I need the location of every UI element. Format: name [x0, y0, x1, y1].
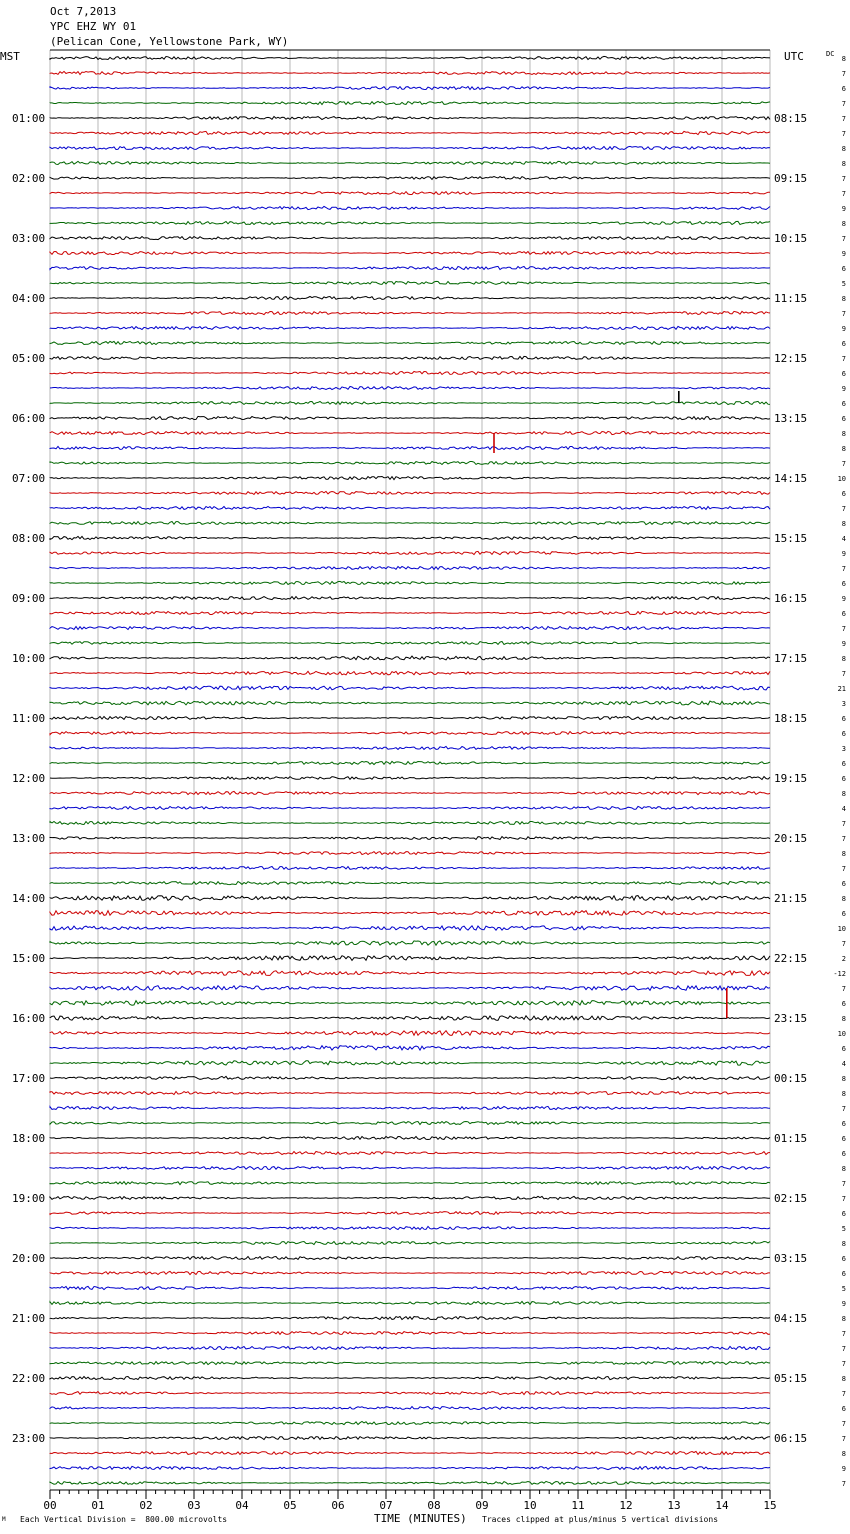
utc-hour-label-10: 17:15: [774, 652, 808, 665]
trace-row-57: [50, 911, 770, 916]
dc-offset-row-39: 9: [841, 640, 846, 648]
dc-offset-row-9: 7: [841, 190, 846, 198]
x-tick-label-09: 09: [475, 1499, 489, 1512]
mst-hour-label-14: 14:00: [12, 892, 46, 905]
trace-row-19: [50, 341, 770, 344]
trace-row-69: [50, 1092, 770, 1095]
utc-hour-label-22: 05:15: [774, 1372, 808, 1385]
trace-row-32: [50, 536, 770, 539]
utc-hour-label-13: 20:15: [774, 832, 808, 845]
trace-row-88: [50, 1377, 770, 1380]
dc-offset-row-81: 6: [841, 1270, 846, 1278]
trace-row-89: [50, 1392, 770, 1395]
utc-hour-label-1: 08:15: [774, 112, 808, 125]
dc-offset-row-94: 9: [841, 1465, 846, 1473]
trace-row-81: [50, 1271, 770, 1274]
time-axis: [43, 1490, 776, 1512]
trace-row-78: [50, 1226, 770, 1229]
dc-offset-row-89: 7: [841, 1390, 846, 1398]
trace-row-8: [50, 177, 770, 180]
dc-offset-row-12: 7: [841, 235, 846, 243]
utc-hour-label-12: 19:15: [774, 772, 808, 785]
dc-offset-row-4: 7: [841, 115, 846, 123]
mst-hour-label-10: 10:00: [12, 652, 46, 665]
dc-offset-row-55: 6: [841, 880, 846, 888]
trace-row-71: [50, 1122, 770, 1125]
dc-offset-row-17: 7: [841, 310, 846, 318]
trace-row-31: [50, 522, 770, 525]
dc-offset-row-69: 8: [841, 1090, 846, 1098]
x-tick-label-07: 07: [379, 1499, 393, 1512]
seismic-traces: [50, 56, 770, 1484]
utc-hour-label-5: 12:15: [774, 352, 808, 365]
dc-offset-row-2: 6: [841, 85, 846, 93]
dc-offset-row-63: 6: [841, 1000, 846, 1008]
clip-note: Traces clipped at plus/minus 5 vertical divisions: [482, 1515, 719, 1524]
trace-row-26: [50, 446, 770, 449]
trace-row-54: [50, 867, 770, 870]
trace-row-84: [50, 1317, 770, 1320]
trace-row-12: [50, 237, 770, 240]
trace-row-51: [50, 822, 770, 825]
trace-row-42: [50, 686, 770, 690]
x-tick-label-05: 05: [283, 1499, 297, 1512]
dc-offset-row-82: 5: [841, 1285, 846, 1293]
mst-hour-label-20: 20:00: [12, 1252, 46, 1265]
dc-offset-row-38: 7: [841, 625, 846, 633]
utc-hour-label-21: 04:15: [774, 1312, 808, 1325]
dc-offset-row-28: 10: [837, 475, 846, 483]
x-tick-label-03: 03: [187, 1499, 201, 1512]
dc-offset-row-77: 6: [841, 1210, 846, 1218]
mst-hour-label-18: 18:00: [12, 1132, 46, 1145]
dc-offset-row-78: 5: [841, 1225, 846, 1233]
trace-row-68: [50, 1076, 770, 1079]
mst-hour-label-7: 07:00: [12, 472, 46, 485]
scale-note: Each Vertical Division = 800.00 microvolts: [20, 1515, 228, 1524]
dc-offset-row-33: 9: [841, 550, 846, 558]
dc-offset-row-27: 7: [841, 460, 846, 468]
dc-offset-row-0: 8: [841, 55, 846, 63]
trace-row-64: [50, 1016, 770, 1021]
trace-row-25: [50, 431, 770, 434]
trace-row-4: [50, 117, 770, 120]
dc-offset-labels: [833, 55, 846, 1488]
trace-row-67: [50, 1061, 770, 1065]
dc-offset-row-3: 7: [841, 100, 846, 108]
mst-hour-label-9: 09:00: [12, 592, 46, 605]
utc-hour-label-11: 18:15: [774, 712, 808, 725]
utc-hour-label-17: 00:15: [774, 1072, 808, 1085]
dc-offset-row-70: 7: [841, 1105, 846, 1113]
dc-offset-row-58: 10: [837, 925, 846, 933]
dc-offset-row-71: 6: [841, 1120, 846, 1128]
dc-offset-row-11: 8: [841, 220, 846, 228]
trace-row-55: [50, 881, 770, 884]
trace-row-3: [50, 102, 770, 105]
mst-hour-label-8: 08:00: [12, 532, 46, 545]
trace-row-30: [50, 507, 770, 510]
dc-offset-row-24: 6: [841, 415, 846, 423]
trace-row-27: [50, 462, 770, 465]
dc-offset-row-50: 4: [841, 805, 846, 813]
mst-hour-label-23: 23:00: [12, 1432, 46, 1445]
trace-row-45: [50, 732, 770, 735]
mst-axis-label: MST: [0, 50, 20, 63]
dc-offset-row-37: 6: [841, 610, 846, 618]
x-tick-label-08: 08: [427, 1499, 441, 1512]
dc-offset-row-26: 8: [841, 445, 846, 453]
trace-row-77: [50, 1212, 770, 1215]
dc-offset-row-18: 9: [841, 325, 846, 333]
trace-row-83: [50, 1301, 770, 1304]
trace-row-11: [50, 221, 770, 224]
dc-offset-row-76: 7: [841, 1195, 846, 1203]
dc-offset-row-62: 7: [841, 985, 846, 993]
utc-hour-label-3: 10:15: [774, 232, 808, 245]
dc-offset-row-51: 7: [841, 820, 846, 828]
utc-hour-label-15: 22:15: [774, 952, 808, 965]
dc-offset-row-14: 6: [841, 265, 846, 273]
dc-offset-row-91: 7: [841, 1420, 846, 1428]
utc-hour-label-23: 06:15: [774, 1432, 808, 1445]
utc-hour-label-9: 16:15: [774, 592, 808, 605]
trace-row-49: [50, 791, 770, 794]
trace-row-14: [50, 266, 770, 269]
mst-hour-label-5: 05:00: [12, 352, 46, 365]
dc-offset-row-41: 7: [841, 670, 846, 678]
dc-offset-row-79: 8: [841, 1240, 846, 1248]
trace-row-65: [50, 1031, 770, 1036]
dc-offset-row-10: 9: [841, 205, 846, 213]
dc-offset-row-40: 8: [841, 655, 846, 663]
dc-offset-row-6: 8: [841, 145, 846, 153]
trace-row-33: [50, 551, 770, 554]
dc-offset-row-43: 3: [841, 700, 846, 708]
trace-row-50: [50, 806, 770, 809]
x-tick-label-10: 10: [523, 1499, 537, 1512]
dc-offset-row-87: 7: [841, 1360, 846, 1368]
trace-row-52: [50, 837, 770, 840]
trace-row-10: [50, 206, 770, 209]
dc-offset-row-86: 7: [841, 1345, 846, 1353]
trace-row-20: [50, 356, 770, 359]
dc-offset-row-32: 4: [841, 535, 846, 543]
dc-offset-row-47: 6: [841, 760, 846, 768]
trace-row-86: [50, 1346, 770, 1349]
trace-row-16: [50, 297, 770, 300]
dc-offset-row-30: 7: [841, 505, 846, 513]
dc-offset-row-83: 9: [841, 1300, 846, 1308]
mst-hour-label-19: 19:00: [12, 1192, 46, 1205]
trace-row-13: [50, 252, 770, 255]
trace-row-48: [50, 777, 770, 780]
trace-row-2: [50, 87, 770, 90]
trace-row-18: [50, 326, 770, 329]
dc-offset-row-59: 7: [841, 940, 846, 948]
trace-row-70: [50, 1106, 770, 1109]
dc-offset-row-22: 9: [841, 385, 846, 393]
utc-hour-label-8: 15:15: [774, 532, 808, 545]
dc-offset-row-75: 7: [841, 1180, 846, 1188]
mst-hour-label-13: 13:00: [12, 832, 46, 845]
dc-offset-row-42: 21: [837, 685, 846, 693]
dc-offset-row-74: 8: [841, 1165, 846, 1173]
x-tick-label-02: 02: [139, 1499, 153, 1512]
trace-row-92: [50, 1437, 770, 1440]
trace-row-62: [50, 986, 770, 991]
dc-offset-row-64: 8: [841, 1015, 846, 1023]
trace-row-35: [50, 581, 770, 584]
dc-offset-row-93: 8: [841, 1450, 846, 1458]
utc-hour-label-2: 09:15: [774, 172, 808, 185]
dc-offset-row-45: 6: [841, 730, 846, 738]
trace-row-93: [50, 1451, 770, 1454]
dc-offset-row-19: 6: [841, 340, 846, 348]
trace-row-37: [50, 611, 770, 614]
trace-row-15: [50, 281, 770, 284]
trace-row-72: [50, 1136, 770, 1139]
dc-offset-row-36: 9: [841, 595, 846, 603]
dc-offset-row-46: 3: [841, 745, 846, 753]
dc-offset-row-5: 7: [841, 130, 846, 138]
dc-offset-row-48: 6: [841, 775, 846, 783]
trace-row-47: [50, 761, 770, 764]
chart-location: (Pelican Cone, Yellowstone Park, WY): [50, 35, 289, 48]
dc-offset-row-31: 8: [841, 520, 846, 528]
trace-row-43: [50, 701, 770, 705]
mst-hour-label-11: 11:00: [12, 712, 46, 725]
dc-offset-row-85: 7: [841, 1330, 846, 1338]
x-tick-label-11: 11: [571, 1499, 585, 1512]
dc-offset-row-84: 8: [841, 1315, 846, 1323]
dc-offset-row-66: 6: [841, 1045, 846, 1053]
dc-offset-row-73: 6: [841, 1150, 846, 1158]
dc-offset-row-8: 7: [841, 175, 846, 183]
x-tick-label-01: 01: [91, 1499, 105, 1512]
dc-offset-row-20: 7: [841, 355, 846, 363]
dc-offset-row-49: 8: [841, 790, 846, 798]
x-tick-label-15: 15: [763, 1499, 777, 1512]
trace-row-80: [50, 1257, 770, 1260]
dc-offset-row-52: 7: [841, 835, 846, 843]
trace-row-76: [50, 1196, 770, 1199]
utc-hour-label-20: 03:15: [774, 1252, 808, 1265]
trace-row-90: [50, 1407, 770, 1410]
trace-row-82: [50, 1286, 770, 1289]
mst-hour-label-12: 12:00: [12, 772, 46, 785]
chart-date: Oct 7,2013: [50, 5, 117, 18]
dc-offset-row-7: 8: [841, 160, 846, 168]
trace-row-34: [50, 567, 770, 570]
trace-row-23: [50, 401, 770, 404]
trace-row-46: [50, 746, 770, 749]
trace-row-9: [50, 192, 770, 195]
trace-row-61: [50, 971, 770, 976]
trace-row-95: [50, 1481, 770, 1484]
dc-offset-row-61: -12: [833, 970, 846, 978]
dc-offset-row-57: 6: [841, 910, 846, 918]
dc-offset-row-44: 6: [841, 715, 846, 723]
trace-row-38: [50, 627, 770, 630]
trace-row-1: [50, 71, 770, 74]
trace-row-22: [50, 387, 770, 390]
dc-offset-row-67: 4: [841, 1060, 846, 1068]
mst-hour-label-22: 22:00: [12, 1372, 46, 1385]
trace-row-21: [50, 372, 770, 375]
x-tick-label-04: 04: [235, 1499, 249, 1512]
dc-offset-row-54: 7: [841, 865, 846, 873]
utc-axis-label: UTC: [784, 50, 804, 63]
utc-hour-label-19: 02:15: [774, 1192, 808, 1205]
x-tick-label-13: 13: [667, 1499, 681, 1512]
utc-hour-label-4: 11:15: [774, 292, 808, 305]
trace-row-56: [50, 896, 770, 901]
dc-offset-row-35: 6: [841, 580, 846, 588]
x-tick-label-14: 14: [715, 1499, 729, 1512]
trace-row-7: [50, 161, 770, 164]
mst-hour-label-3: 03:00: [12, 232, 46, 245]
mst-hour-label-17: 17:00: [12, 1072, 46, 1085]
trace-row-36: [50, 597, 770, 600]
utc-hour-label-18: 01:15: [774, 1132, 808, 1145]
trace-row-59: [50, 941, 770, 945]
dc-offset-row-88: 8: [841, 1375, 846, 1383]
trace-row-0: [50, 56, 770, 59]
trace-row-73: [50, 1152, 770, 1155]
dc-offset-row-25: 8: [841, 430, 846, 438]
trace-row-63: [50, 1001, 770, 1006]
trace-row-60: [50, 956, 770, 961]
corner-mark: M: [2, 1516, 6, 1523]
utc-hour-label-16: 23:15: [774, 1012, 808, 1025]
dc-offset-row-15: 5: [841, 280, 846, 288]
mst-hour-label-15: 15:00: [12, 952, 46, 965]
mst-hour-label-1: 01:00: [12, 112, 46, 125]
utc-hour-label-7: 14:15: [774, 472, 808, 485]
trace-row-87: [50, 1362, 770, 1365]
dc-offset-row-23: 6: [841, 400, 846, 408]
trace-row-53: [50, 852, 770, 855]
trace-row-29: [50, 491, 770, 494]
dc-offset-row-60: 2: [841, 955, 846, 963]
dc-offset-row-56: 8: [841, 895, 846, 903]
dc-offset-row-72: 6: [841, 1135, 846, 1143]
dc-offset-row-92: 7: [841, 1435, 846, 1443]
dc-offset-row-65: 10: [837, 1030, 846, 1038]
trace-row-41: [50, 671, 770, 675]
trace-row-74: [50, 1166, 770, 1169]
mst-hour-label-21: 21:00: [12, 1312, 46, 1325]
trace-row-6: [50, 146, 770, 149]
x-tick-label-00: 00: [43, 1499, 57, 1512]
trace-row-66: [50, 1046, 770, 1050]
trace-row-75: [50, 1182, 770, 1185]
mst-hour-label-6: 06:00: [12, 412, 46, 425]
dc-offset-row-34: 7: [841, 565, 846, 573]
dc-offset-row-80: 6: [841, 1255, 846, 1263]
dc-offset-row-90: 6: [841, 1405, 846, 1413]
trace-row-79: [50, 1242, 770, 1245]
trace-row-39: [50, 642, 770, 645]
x-axis-title: TIME (MINUTES): [374, 1512, 467, 1525]
trace-row-28: [50, 477, 770, 480]
utc-hour-label-14: 21:15: [774, 892, 808, 905]
x-tick-label-12: 12: [619, 1499, 633, 1512]
dc-offset-row-29: 6: [841, 490, 846, 498]
dc-label: DC: [826, 50, 835, 58]
mst-hour-label-16: 16:00: [12, 1012, 46, 1025]
trace-row-85: [50, 1332, 770, 1335]
dc-offset-row-21: 6: [841, 370, 846, 378]
mst-hour-label-4: 04:00: [12, 292, 46, 305]
trace-row-94: [50, 1466, 770, 1469]
trace-row-58: [50, 926, 770, 930]
dc-offset-row-16: 8: [841, 295, 846, 303]
trace-row-24: [50, 416, 770, 419]
x-tick-label-06: 06: [331, 1499, 345, 1512]
dc-offset-row-95: 7: [841, 1480, 846, 1488]
mst-hour-label-2: 02:00: [12, 172, 46, 185]
trace-row-91: [50, 1422, 770, 1425]
chart-station: YPC EHZ WY 01: [50, 20, 137, 33]
trace-row-40: [50, 656, 770, 660]
utc-hour-label-6: 13:15: [774, 412, 808, 425]
trace-row-44: [50, 716, 770, 719]
dc-offset-row-53: 8: [841, 850, 846, 858]
trace-row-17: [50, 311, 770, 314]
trace-row-5: [50, 131, 770, 134]
dc-offset-row-68: 8: [841, 1075, 846, 1083]
dc-offset-row-13: 9: [841, 250, 846, 258]
dc-offset-row-1: 7: [841, 70, 846, 78]
